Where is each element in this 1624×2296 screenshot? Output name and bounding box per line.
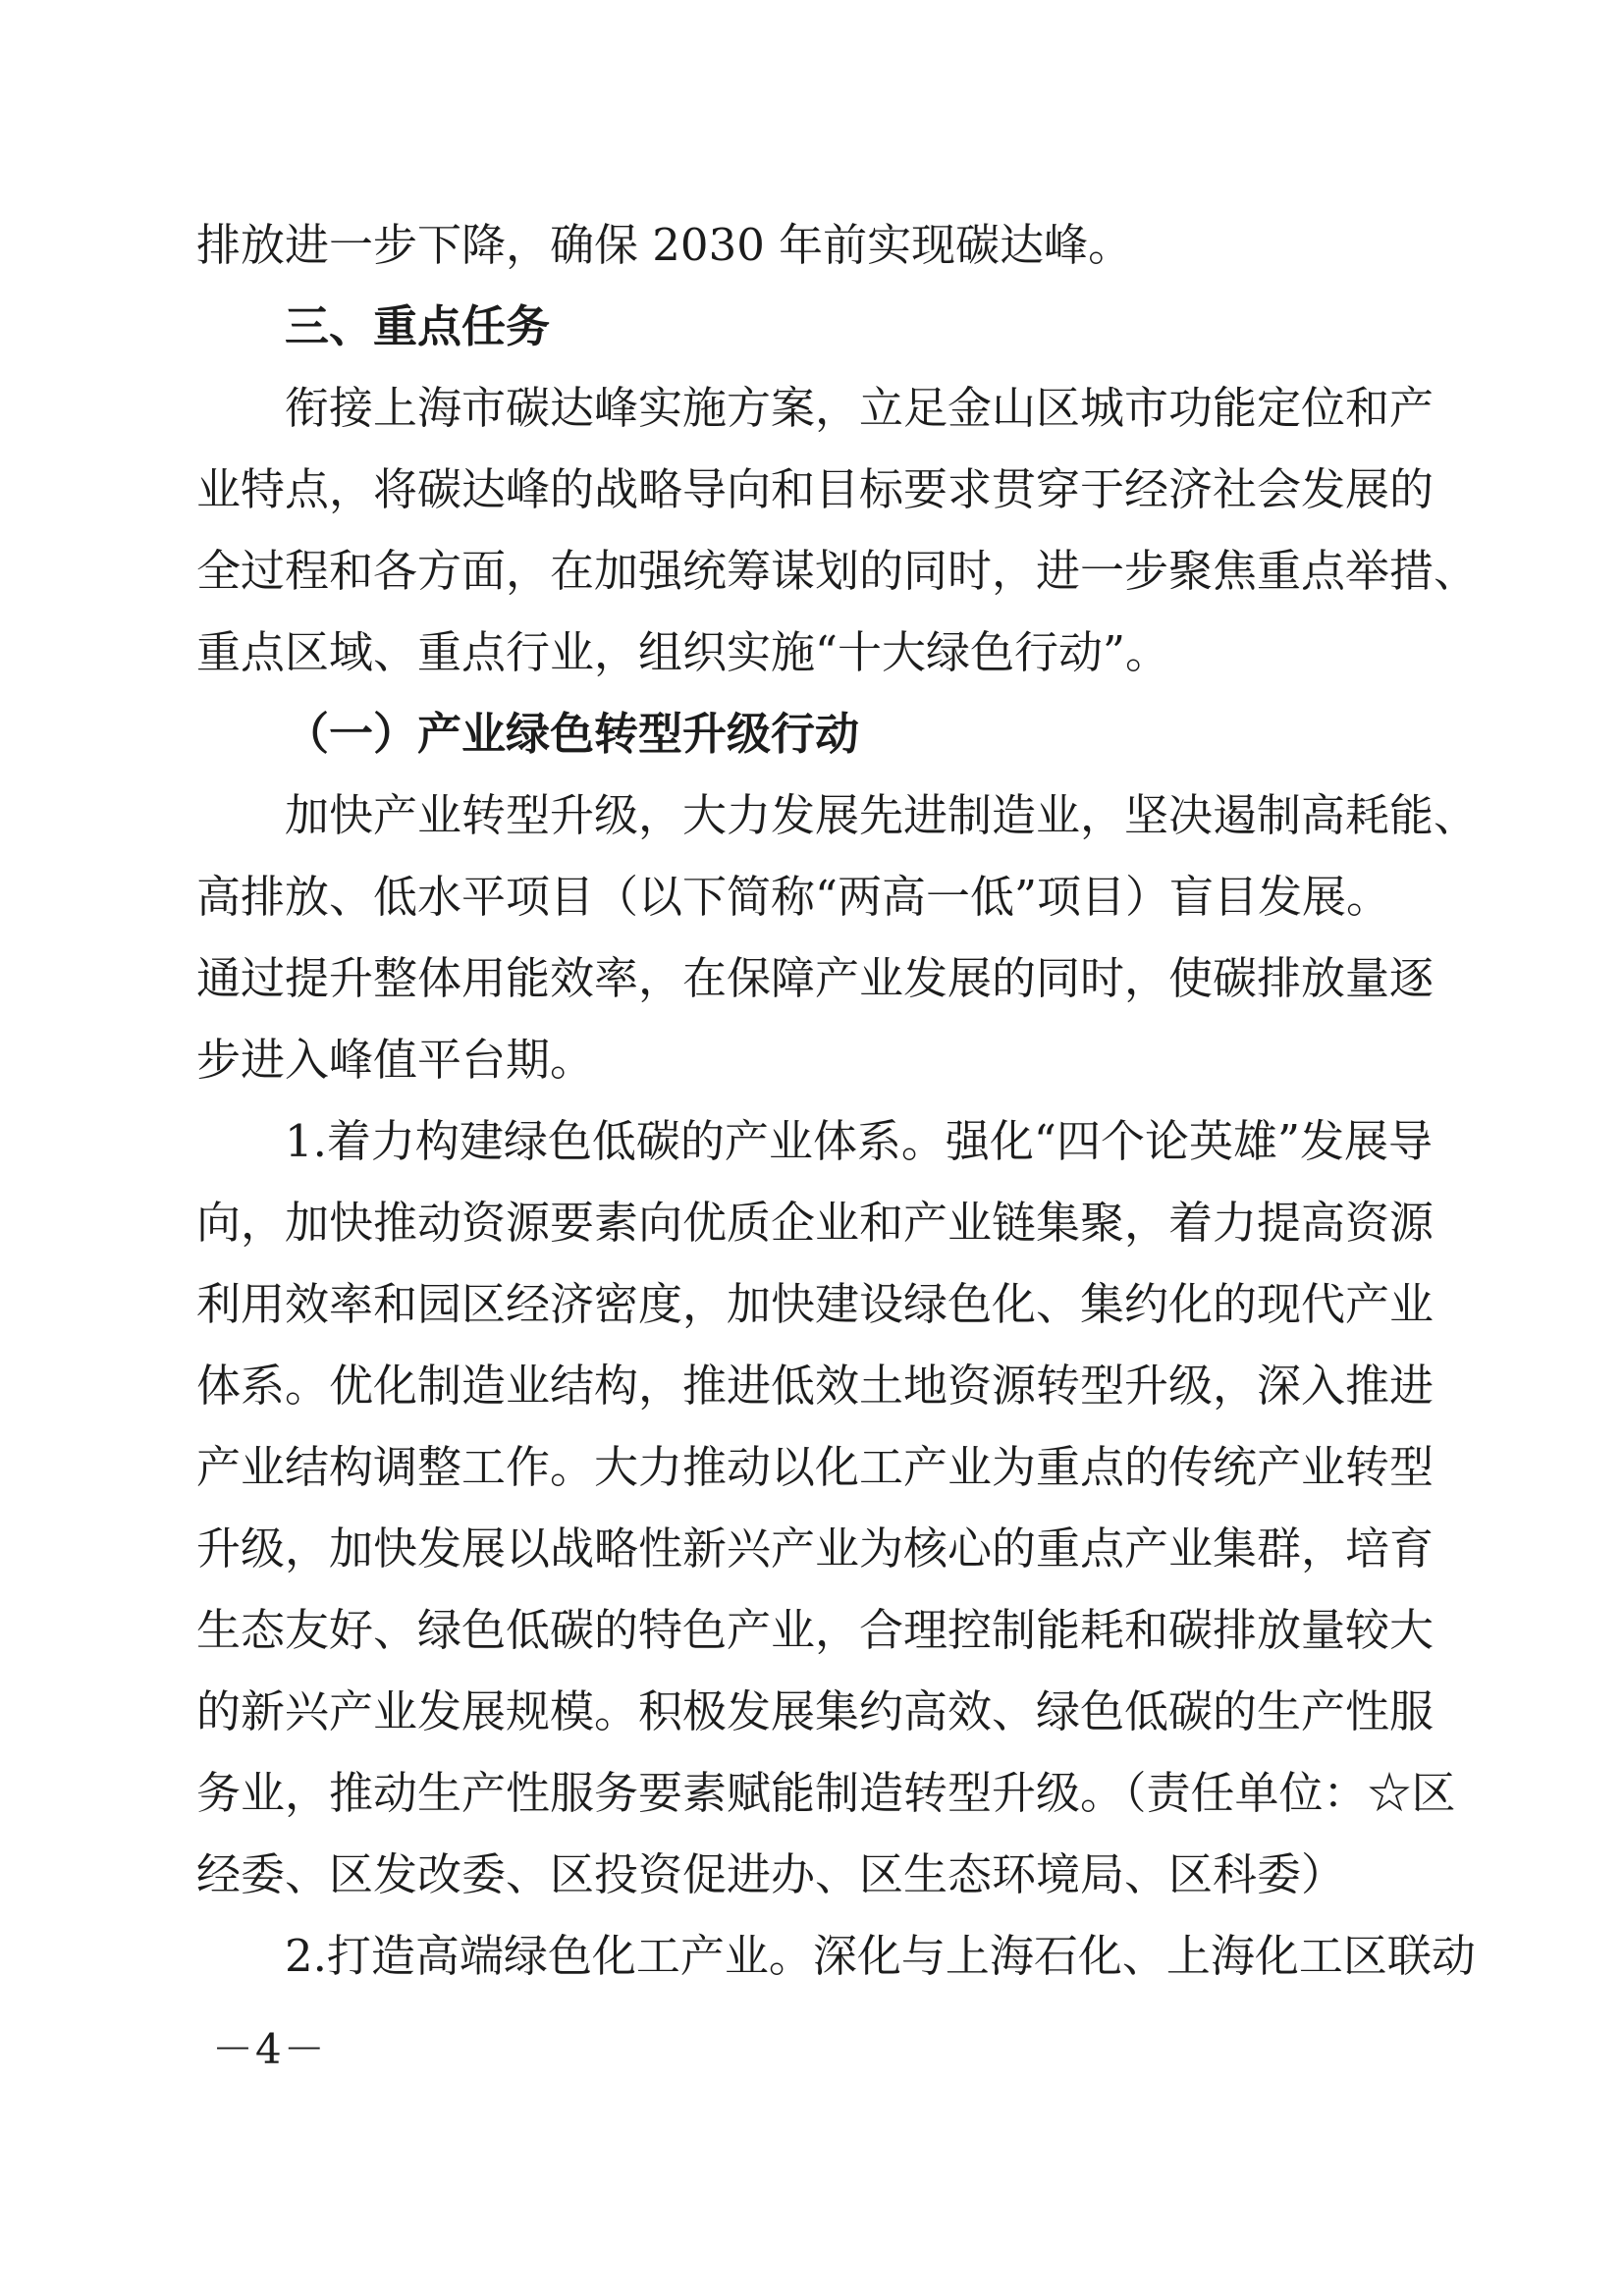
- text-line: 务业，推动生产性服务要素赋能制造转型升级。（责任单位：☆区: [196, 1767, 1456, 1819]
- text-line: 利用效率和园区经济密度，加快建设绿色化、集约化的现代产业: [196, 1278, 1435, 1330]
- section-heading: 三、重点任务: [285, 300, 551, 352]
- text-line: 业特点，将碳达峰的战略导向和目标要求贯穿于经济社会发展的: [196, 463, 1435, 515]
- text-line: 步进入峰值平台期。: [196, 1034, 595, 1086]
- text-line: 生态友好、绿色低碳的特色产业，合理控制能耗和碳排放量较大: [196, 1604, 1435, 1656]
- page-number: －4－: [212, 2025, 327, 2073]
- document-body: [196, 204, 1479, 1997]
- text-line: 排放进一步下降，确保 2030 年前实现碳达峰。: [196, 219, 1133, 271]
- text-line: 衔接上海市碳达峰实施方案，立足金山区城市功能定位和产: [285, 382, 1435, 434]
- text-line: 体系。优化制造业结构，推进低效土地资源转型升级，深入推进: [196, 1360, 1435, 1412]
- text-line: 升级，加快发展以战略性新兴产业为核心的重点产业集群，培育: [196, 1522, 1435, 1575]
- subsection-heading: （一）产业绿色转型升级行动: [285, 708, 860, 760]
- list-item-1: 1.着力构建绿色低碳的产业体系。强化“四个论英雄”发展导: [285, 1115, 1433, 1167]
- text-line: 重点区域、重点行业，组织实施“十大绿色行动”。: [196, 626, 1170, 678]
- list-item-2: 2.打造高端绿色化工产业。深化与上海石化、上海化工区联动: [285, 1930, 1476, 1982]
- text-line: 通过提升整体用能效率，在保障产业发展的同时，使碳排放量逐: [196, 952, 1435, 1004]
- text-line: 高排放、低水平项目（以下简称“两高一低”项目）盲目发展。: [196, 871, 1391, 923]
- text-line: 全过程和各方面，在加强统筹谋划的同时，进一步聚焦重点举措、: [196, 545, 1479, 597]
- text-line: 加快产业转型升级，大力发展先进制造业，坚决遏制高耗能、: [285, 789, 1479, 841]
- text-line: 向，加快推动资源要素向优质企业和产业链集聚，着力提高资源: [196, 1197, 1435, 1249]
- text-line: 经委、区发改委、区投资促进办、区生态环境局、区科委）: [196, 1848, 1346, 1900]
- text-line: 的新兴产业发展规模。积极发展集约高效、绿色低碳的生产性服: [196, 1685, 1435, 1737]
- text-line: 产业结构调整工作。大力推动以化工产业为重点的传统产业转型: [196, 1441, 1435, 1493]
